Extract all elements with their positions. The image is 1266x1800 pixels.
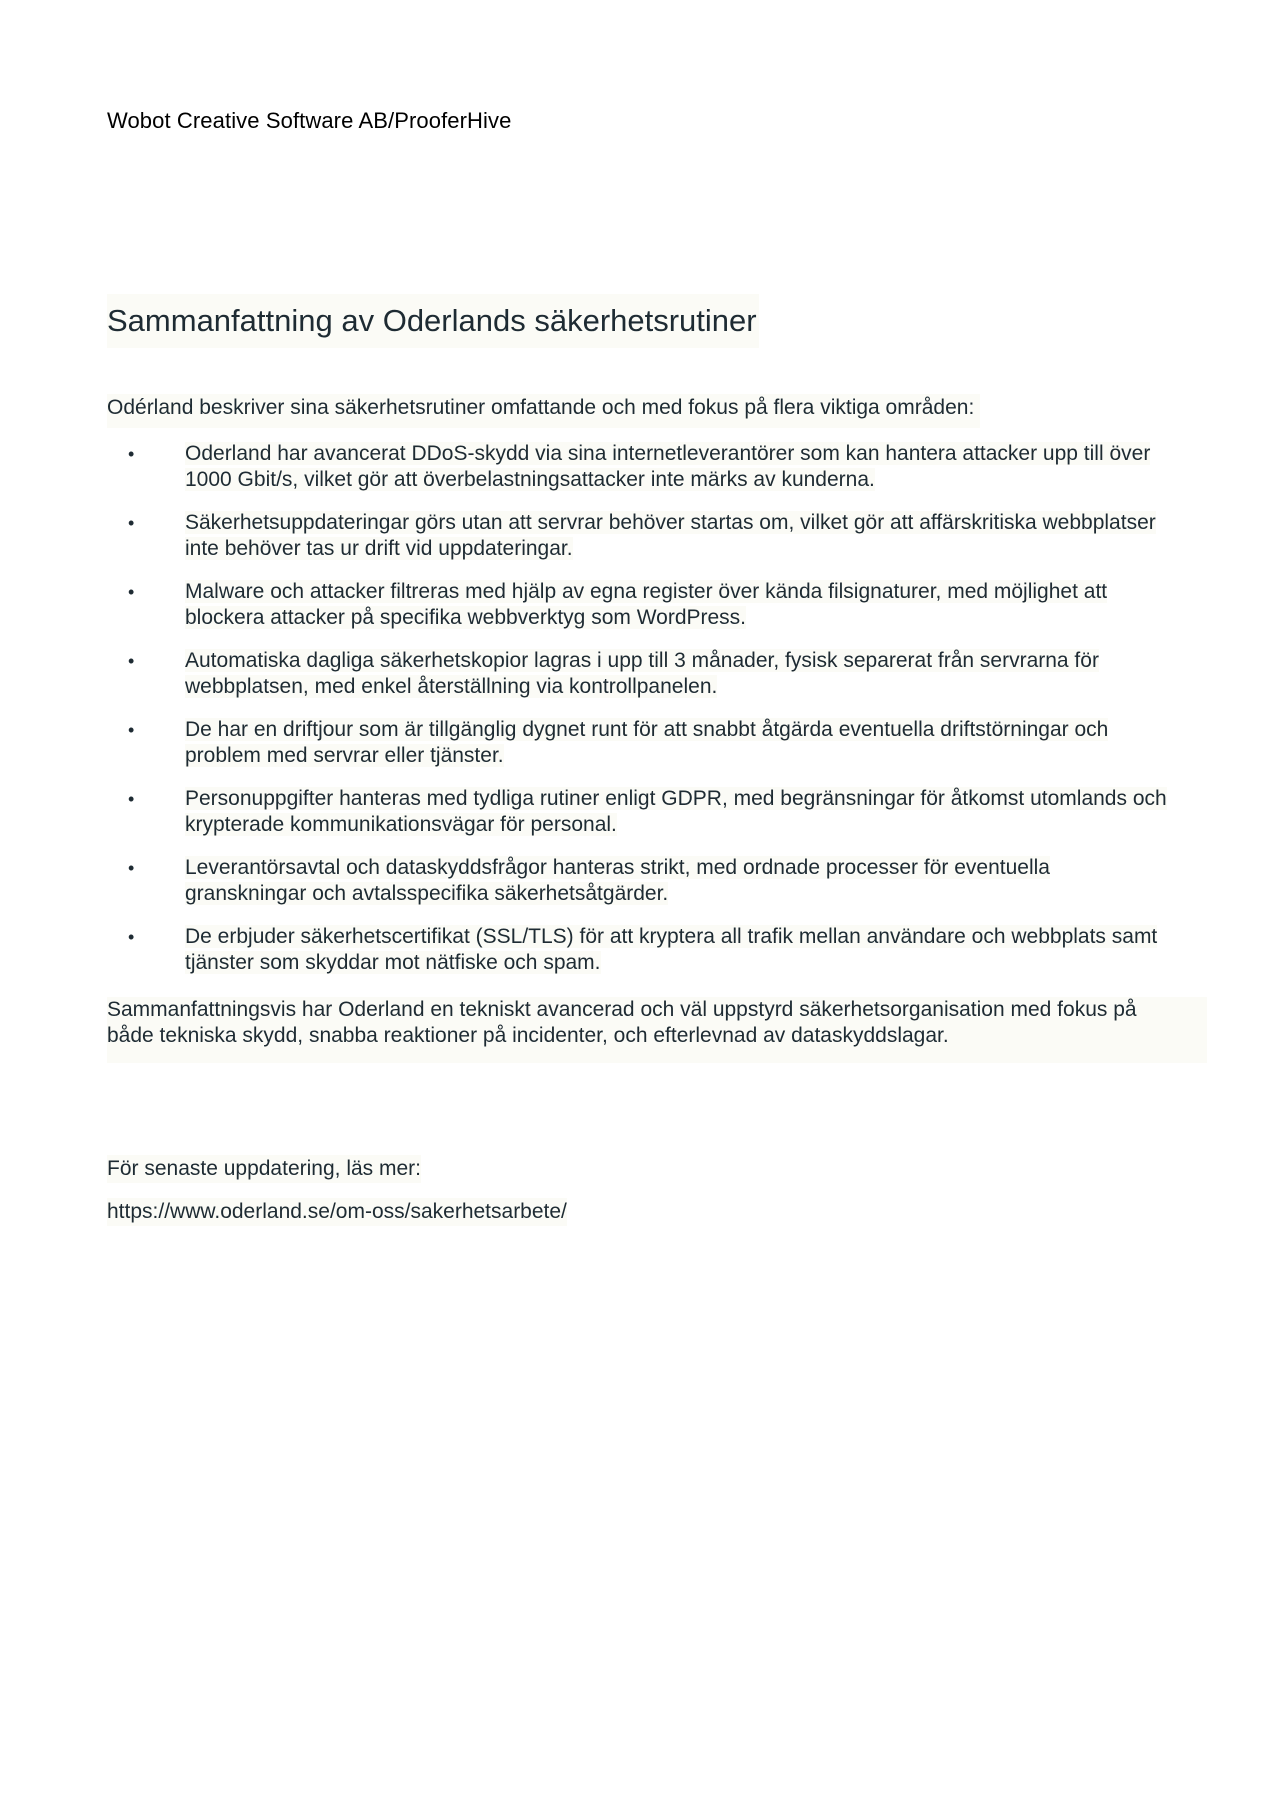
list-item-text: Personuppgifter hanteras med tydliga rutiner enligt GDPR, med begränsningar för åtkomst utomlands och krypterade kommunikationsvägar för personal. (185, 787, 1167, 836)
security-list (107, 441, 1167, 993)
more-info-link[interactable]: https://www.oderland.se/om-oss/sakerhetsarbete/ (107, 1198, 567, 1226)
summary-paragraph: Sammanfattningsvis har Oderland en tekniskt avancerad och väl uppstyrd säkerhetsorganisation med fokus på både tekniska skydd, snabba reaktioner på incidenter, och efterlevnad av dataskyddslagar. (107, 997, 1207, 1063)
bullet-icon: • (128, 720, 135, 740)
list-item (107, 924, 1167, 976)
list-item-text: Leverantörsavtal och dataskyddsfrågor hanteras strikt, med ordnade processer för eventuella granskningar och avtalsspecifika säkerhetsåtgärder. (185, 856, 1050, 905)
list-item-text: Malware och attacker filtreras med hjälp av egna register över kända filsignaturer, med möjlighet att blockera attacker på specifika webbverktyg som WordPress. (185, 580, 1108, 629)
list-item (107, 441, 1167, 493)
bullet-icon: • (128, 582, 135, 602)
intro-paragraph: Odérland beskriver sina säkerhetsrutiner omfattande och med fokus på flera viktiga områden: (107, 394, 980, 428)
bullet-icon: • (128, 444, 135, 464)
list-item (107, 786, 1167, 838)
list-item (107, 579, 1167, 631)
page-title: Sammanfattning av Oderlands säkerhetsrutiner (107, 294, 759, 348)
bullet-icon: • (128, 927, 135, 947)
bullet-icon: • (128, 651, 135, 671)
list-item-text: De har en driftjour som är tillgänglig dygnet runt för att snabbt åtgärda eventuella driftstörningar och problem med servrar eller tjänster. (185, 718, 1109, 767)
bullet-icon: • (128, 513, 135, 533)
list-item (107, 648, 1167, 700)
bullet-icon: • (128, 789, 135, 809)
list-item-text: Oderland har avancerat DDoS-skydd via sina internetleverantörer som kan hantera attacker upp till över 1000 Gbit/s, vilket gör att överbelastningsattacker inte märks av kunderna. (185, 442, 1151, 491)
list-item (107, 855, 1167, 907)
list-item-text: Automatiska dagliga säkerhetskopior lagras i upp till 3 månader, fysisk separerat från servrarna för webbplatsen, med enkel återställning via kontrollpanelen. (185, 649, 1099, 698)
list-item-text: De erbjuder säkerhetscertifikat (SSL/TLS) för att kryptera all trafik mellan användare och webbplats samt tjänster som skyddar mot nätfiske och spam. (185, 925, 1158, 974)
more-info-label: För senaste uppdatering, läs mer: (107, 1155, 421, 1183)
list-item (107, 717, 1167, 769)
list-item-text: Säkerhetsuppdateringar görs utan att servrar behöver startas om, vilket gör att affärskritiska webbplatser inte behöver tas ur drift vid uppdateringar. (185, 511, 1156, 560)
bullet-icon: • (128, 858, 135, 878)
company-header: Wobot Creative Software AB/ProoferHive (107, 108, 512, 133)
list-item (107, 510, 1167, 562)
